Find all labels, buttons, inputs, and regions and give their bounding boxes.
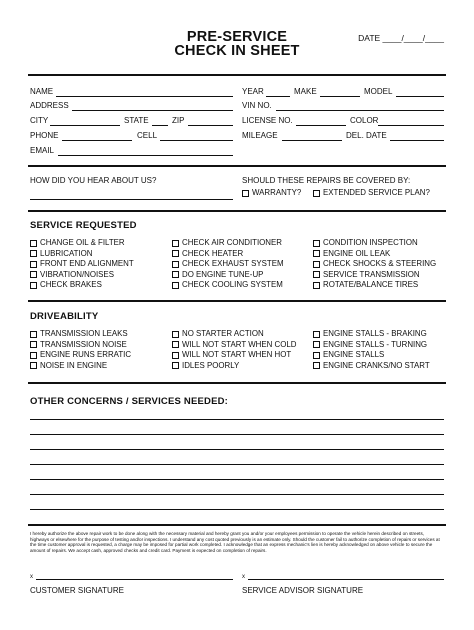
checkbox-icon <box>30 362 37 369</box>
drive-col-1 <box>30 329 131 371</box>
coverage-label: SHOULD THESE REPAIRS BE COVERED BY: <box>242 176 411 185</box>
cell-label: CELL <box>137 131 158 140</box>
warranty-checkbox[interactable]: WARRANTY? <box>242 188 301 199</box>
drive-option[interactable]: NO STARTER ACTION <box>172 329 296 340</box>
checkbox-icon <box>313 250 320 257</box>
checkbox-icon <box>30 250 37 257</box>
concerns-line[interactable] <box>30 464 444 465</box>
checkbox-icon <box>313 261 320 268</box>
color-label: COLOR <box>350 116 379 125</box>
service-option[interactable]: CHECK COOLING SYSTEM <box>172 280 284 291</box>
email-field[interactable] <box>58 155 233 156</box>
checkbox-icon <box>172 250 179 257</box>
checkbox-icon <box>313 240 320 247</box>
year-field[interactable] <box>266 96 290 97</box>
authorization-text: I hereby authorize the above repair work to be done along with the necessary material and hereby grant you and/or your employees permission to operate the vehicle herein described on streets, highways or elsewhere for the purpose of testing and/or inspections. I understand any cost quoted previously is an estimate only. Should the customer fail to authorize completion of repairs or services at the time customer approval is requested, a charge may be imposed for partial work completed. I acknowledge that an express mechanic's lien is hereby acknowledged on above vehicle to secure the amount of repairs. We accept cash, approved checks and credit card. Payment is expected on completion of repairs. <box>30 531 440 553</box>
checkbox-icon <box>172 261 179 268</box>
phone-field[interactable] <box>62 140 132 141</box>
other-concerns-heading: OTHER CONCERNS / SERVICES NEEDED: <box>30 396 229 407</box>
make-label: MAKE <box>294 87 317 96</box>
concerns-line[interactable] <box>30 434 444 435</box>
mileage-field[interactable] <box>282 140 342 141</box>
checkbox-icon <box>172 352 179 359</box>
date-field[interactable]: DATE ____/____/____ <box>358 33 444 43</box>
checkbox-icon <box>313 282 320 289</box>
checkbox-icon <box>30 341 37 348</box>
zip-field[interactable] <box>188 125 233 126</box>
city-field[interactable] <box>50 125 120 126</box>
service-option[interactable]: CHECK EXHAUST SYSTEM <box>172 259 284 270</box>
service-option[interactable]: LUBRICATION <box>30 249 134 260</box>
drive-option[interactable]: NOISE IN ENGINE <box>30 361 131 372</box>
service-option[interactable]: ENGINE OIL LEAK <box>313 249 436 260</box>
drive-option[interactable]: TRANSMISSION NOISE <box>30 340 131 351</box>
hear-about-field[interactable] <box>30 199 233 200</box>
form-title-line2: CHECK IN SHEET <box>174 43 300 59</box>
state-field[interactable] <box>152 125 168 126</box>
checkbox-icon <box>172 331 179 338</box>
service-option[interactable]: CONDITION INSPECTION <box>313 238 436 249</box>
model-label: MODEL <box>364 87 393 96</box>
name-field[interactable] <box>56 96 233 97</box>
divider-4 <box>28 300 446 302</box>
concerns-line[interactable] <box>30 494 444 495</box>
checkbox-icon <box>30 282 37 289</box>
checkbox-icon <box>313 362 320 369</box>
drive-option[interactable]: IDLES POORLY <box>172 361 296 372</box>
address-field[interactable] <box>72 110 233 111</box>
checkbox-icon <box>313 190 320 197</box>
customer-signature-label: CUSTOMER SIGNATURE <box>30 586 124 595</box>
checkbox-icon <box>30 331 37 338</box>
concerns-line[interactable] <box>30 479 444 480</box>
concerns-line[interactable] <box>30 509 444 510</box>
drive-option[interactable]: WILL NOT START WHEN COLD <box>172 340 296 351</box>
service-option[interactable]: CHECK BRAKES <box>30 280 134 291</box>
checkbox-icon <box>30 261 37 268</box>
checkbox-icon <box>242 190 249 197</box>
deldate-field[interactable] <box>390 140 444 141</box>
concerns-line[interactable] <box>30 419 444 420</box>
service-col-3 <box>313 238 436 291</box>
service-option[interactable]: CHECK HEATER <box>172 249 284 260</box>
divider-2 <box>28 165 446 167</box>
advisor-signature-label: SERVICE ADVISOR SIGNATURE <box>242 586 364 595</box>
divider-5 <box>28 382 446 384</box>
deldate-label: DEL. DATE <box>346 131 387 140</box>
checkbox-icon <box>313 352 320 359</box>
service-option[interactable]: VIBRATION/NOISES <box>30 270 134 281</box>
service-option[interactable]: CHANGE OIL & FILTER <box>30 238 134 249</box>
hear-about-label: HOW DID YOU HEAR ABOUT US? <box>30 176 157 185</box>
advisor-signature-line[interactable] <box>248 579 444 580</box>
name-label: NAME <box>30 87 54 96</box>
year-label: YEAR <box>242 87 264 96</box>
checkbox-icon <box>30 271 37 278</box>
license-label: LICENSE NO. <box>242 116 293 125</box>
divider-3 <box>28 210 446 212</box>
drive-option[interactable]: WILL NOT START WHEN HOT <box>172 350 296 361</box>
checkbox-icon <box>313 341 320 348</box>
vin-field[interactable] <box>276 110 444 111</box>
drive-option[interactable]: ENGINE STALLS <box>313 350 430 361</box>
color-field[interactable] <box>378 125 444 126</box>
drive-option[interactable]: ENGINE STALLS - BRAKING <box>313 329 430 340</box>
checkbox-icon <box>172 240 179 247</box>
mileage-label: MILEAGE <box>242 131 278 140</box>
advisor-x-mark: x <box>242 574 245 580</box>
service-option[interactable]: ROTATE/BALANCE TIRES <box>313 280 436 291</box>
driveability-heading: DRIVEABILITY <box>30 311 99 322</box>
city-label: CITY <box>30 116 49 125</box>
checkbox-icon <box>313 331 320 338</box>
service-col-1 <box>30 238 134 291</box>
customer-signature-line[interactable] <box>36 579 233 580</box>
make-field[interactable] <box>320 96 360 97</box>
concerns-line[interactable] <box>30 449 444 450</box>
state-label: STATE <box>124 116 149 125</box>
divider-top <box>28 74 446 76</box>
divider-6 <box>28 524 446 526</box>
drive-option[interactable]: ENGINE RUNS ERRATIC <box>30 350 131 361</box>
checkbox-icon <box>172 271 179 278</box>
address-label: ADDRESS <box>30 101 69 110</box>
checkbox-icon <box>172 362 179 369</box>
service-option[interactable]: DO ENGINE TUNE-UP <box>172 270 284 281</box>
drive-col-3 <box>313 329 430 371</box>
vin-label: VIN NO. <box>242 101 272 110</box>
checkbox-icon <box>172 341 179 348</box>
email-label: EMAIL <box>30 146 55 155</box>
checkbox-icon <box>172 282 179 289</box>
service-option[interactable]: CHECK AIR CONDITIONER <box>172 238 284 249</box>
drive-option[interactable]: TRANSMISSION LEAKS <box>30 329 131 340</box>
service-col-2 <box>172 238 284 291</box>
model-field[interactable] <box>396 96 444 97</box>
service-requested-heading: SERVICE REQUESTED <box>30 220 137 231</box>
customer-x-mark: x <box>30 574 33 580</box>
service-option[interactable]: FRONT END ALIGNMENT <box>30 259 134 270</box>
checkbox-icon <box>313 271 320 278</box>
service-option[interactable]: SERVICE TRANSMISSION <box>313 270 436 281</box>
drive-col-2 <box>172 329 296 371</box>
drive-option[interactable]: ENGINE CRANKS/NO START <box>313 361 430 372</box>
phone-label: PHONE <box>30 131 59 140</box>
license-field[interactable] <box>296 125 346 126</box>
checkbox-icon <box>30 352 37 359</box>
service-option[interactable]: CHECK SHOCKS & STEERING <box>313 259 436 270</box>
service-plan-checkbox[interactable]: EXTENDED SERVICE PLAN? <box>313 188 430 199</box>
checkbox-icon <box>30 240 37 247</box>
form-title-line1: PRE-SERVICE <box>186 29 288 45</box>
cell-field[interactable] <box>160 140 233 141</box>
drive-option[interactable]: ENGINE STALLS - TURNING <box>313 340 430 351</box>
zip-label: ZIP <box>172 116 185 125</box>
